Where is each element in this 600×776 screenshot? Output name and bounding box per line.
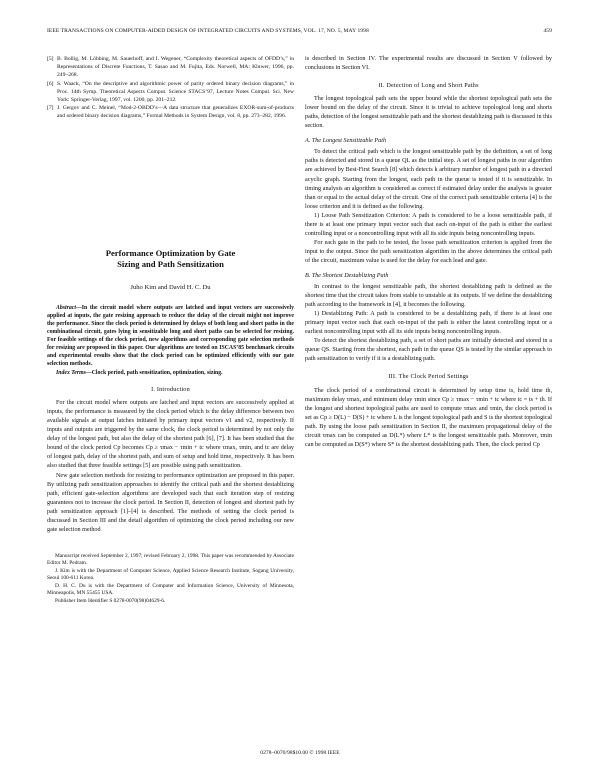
reference-number: [5]	[47, 56, 54, 62]
abstract-text: In the circuit model where outputs are latched and input vectors are successively applied at inputs, the gate resizing approach to reduce the delay of the circuit might not improve the performance. Since the clock period is determined by delays of both long and short paths in the combinational circuit, gates lying in sensitizable long and short paths can be selected for resizing. For feasible settings of the clock period, new algorithms and corresponding gate selection methods for resizing are proposed in this paper. Our algorithms are tested on ISCAS’85 benchmark circuits and experimental results show that the clock period can be optimized efficiently with our gate selection methods.	[47, 304, 294, 367]
paper-authors: Juho Kim and David H. C. Du	[130, 283, 211, 291]
paragraph: To detect the critical path which is the longest sensitizable path by the definition, a set of long paths is detected and stored in a queue QL as the initial step. A set of longest paths in our algorithm are achieved by Best-First Search [8] which detects k arbitrary number of longest path in a directed acyclic graph. Starting from the longest, each path in the queue is tested if it is sensitizable. In timing analysis an algorithm is considered as correct if estimated delay under the analysis is greater than or equal to the actual delay of the circuit. One of the correct path sensitizable criteria [4] is the loose criterion and it is defined as the following.	[305, 149, 552, 210]
section-heading-introduction: I. Introduction	[151, 386, 190, 394]
reference-number: [6]	[47, 80, 54, 87]
reference-text: B. Bollig, M. Löbbing, M. Sauerhoff, and I. Wegener, “Complexity theoretical aspects of OFDD’s,” in Representations of Discrete Functions, T. Sasao and M. Fujita, Eds. Norwell, MA: Kluwer, 1996, pp. 249–268.	[57, 56, 294, 79]
paragraph: New gate selection methods for resizing to performance optimization are proposed in this paper. By utilizing path sensitization approaches to identify the critical path and the shortest destablizing path, efficient gate-selection algorithms are developed such that each iteration step of resizing guarantees not to increase the clock period. In Section II, detection of longest and shortest path by path sensitization approach [1]–[4] is described. The methods of setting the clock period is discussed in Section III and the detail algorithm of optimizing the clock period including our new gate selection method	[47, 472, 294, 533]
index-terms-text: Clock period, path sensitization, optimization, sizing.	[91, 370, 223, 377]
section-heading-detection: II. Detection of Long and Short Paths	[378, 82, 479, 90]
paper-title-line: Sizing and Path Sensitization	[117, 258, 224, 269]
page-number: 459	[543, 28, 552, 34]
reference-text: J. Gergov and C. Meinel, “Mod-2-OBDD’s—A data structure that generalizes EXOR-sum-of-products and ordered binary decision diagrams,” Formal Methods in System Design, vol. 8, pp. 273–282, 1996.	[57, 105, 294, 120]
reference-number: [7]	[47, 105, 54, 112]
footnote-text: Manuscript received September 2, 1997; revised February 2, 1998. This paper was recommended by Associate Editor M. Pedram.	[47, 552, 294, 567]
paragraph: For the circuit model where outputs are latched and input vectors are successively applied at inputs, the performance is measured by the clock period which is the delay difference between two available signals at output latches initiated by primary input vectors v1 and v2, respectively. If inputs and outputs are triggered by the same clock, the clock period is determined by not only the delay of the longest path, but also the delay of the shortest path [6], [7]. It has been studied that the bound of the clock period Cp becomes Cp ≥ τmax − τmin + tc where τmax, τmin, and tc are delay of longest path, delay of the shortest path, and sum of setup and hold time, respectively. It has been also studied that three feasible settings [5] are possible using path sensitization.	[47, 400, 294, 470]
index-terms	[47, 369, 294, 377]
copyright-footer: 0278–0070/98$10.00 © 1998 IEEE	[260, 750, 340, 756]
reference-item	[47, 55, 294, 80]
index-terms-label: Index Terms—	[56, 370, 92, 377]
paragraph: For each gate in the path to be tested, the loose path sensitization criterion is applied from the input to the output. Since the path sensitization algorithm in the above determines the critical path of the circuit, maximum value is used for the delay for each lead and gate.	[305, 239, 552, 264]
reference-text: S. Waack, “On the descriptive and algorithmic power of parity ordered binary decision diagrams,” in Proc. 14th Symp. Theoretical Aspects Comput. Science STACS’97, Lecture Notes Comput. Sci. New York: Springer-Verlag, 1997, vol. 1200, pp. 201–212.	[57, 80, 294, 104]
footnote-text: J. Kim is with the Department of Computer Science, Applied Science Research Institute, Sogang University, Seoul 100-611 Korea.	[47, 567, 294, 582]
paragraph: The longest topological path sets the upper bound while the shortest topological path sets the lower bound on the delay of the circuit. Since it is trivial to achieve topological long and shorts paths, detection of the longest sensitizable path and the shortest destablizing path is discussed in this section.	[305, 96, 552, 130]
right-column	[305, 55, 552, 450]
abstract	[47, 304, 294, 368]
paragraph: 1) Loose Path Sensitization Criterion: A path is considered to be a loose sensitizable path, if there is at least one primary input vector such that each on-input of the path is either the earliest controlling input or a noncontrolling input with all its side inputs being noncontrolling inputs.	[305, 212, 552, 237]
reference-item	[47, 80, 294, 105]
journal-header: IEEE TRANSACTIONS ON COMPUTER-AIDED DESIGN OF INTEGRATED CIRCUITS AND SYSTEMS, VOL. 17, NO. 5, MAY 1998	[47, 28, 369, 34]
paragraph: To detect the shortest destablizing path, a set of short paths are initially detected and stored in a queue QS. Starting from the shortest, each path in the queue QS is tested by the similar approach to path sensitization to verify if it is a destablizing path.	[305, 338, 552, 363]
paragraph: is described in Section IV. The experimental results are discussed in Section V followed by conclusions in Section VI.	[305, 56, 552, 72]
footnote-text: D. H. C. Du is with the Department of Computer and Information Science, University of Minnesota, Minneapolis, MN 55455 USA.	[47, 582, 294, 597]
left-column	[47, 55, 294, 605]
paragraph: The clock period of a combinational circuit is determined by setup time ts, hold time th, maximum delay τmax, and minimum delay τmin since Cp ≥ τmax − τmin + tc where tc = ts + th. If the longest and shortest topological paths are used to compute τmax and τmin, the clock period is set as Cp ≥ D(L) − D(S) + tc where L is the longest topological path and S is the shortest topological path. By using the loose path sensitization in Section II, the maximum propagational delay of the circuit τmax can be computed as D(L*) where L* is the longest sensitizable path. Moreover, τmin can be computed as D(S*) where S* is the shortest destablizing path. Then, the clock period Cp	[305, 387, 552, 448]
section-heading-clock-period: III. The Clock Period Settings	[388, 373, 469, 381]
reference-item	[47, 104, 294, 120]
paper-title-line: Performance Optimization by Gate	[105, 247, 236, 258]
paper-title	[47, 248, 294, 270]
footnote-text: Publisher Item Identifier S 0278-0070(98)04629-6.	[55, 597, 166, 604]
subsection-heading: B. The Shortest Destablizing Path	[305, 272, 389, 279]
paragraph: In contrast to the longest sensitizable path, the shortest destablizing path is defined as the shortest time that the circuit takes from stable to unstable at its outputs. If we define the destablizing path according to the framework in [4], it becomes the following.	[305, 284, 552, 309]
running-header	[47, 28, 552, 38]
paragraph: 1) Destablizing Path: A path is considered to be a destablizing path, if there is at least one primary input vector such that each on-input of the path is either the latest controlling input or a earliest noncontrolling input with all its side inputs being noncontrolling inputs.	[305, 311, 552, 336]
subsection-heading: A. The Longest Sensitizable Path	[305, 138, 387, 145]
abstract-label: Abstract—	[56, 304, 82, 311]
footnote	[47, 553, 294, 606]
